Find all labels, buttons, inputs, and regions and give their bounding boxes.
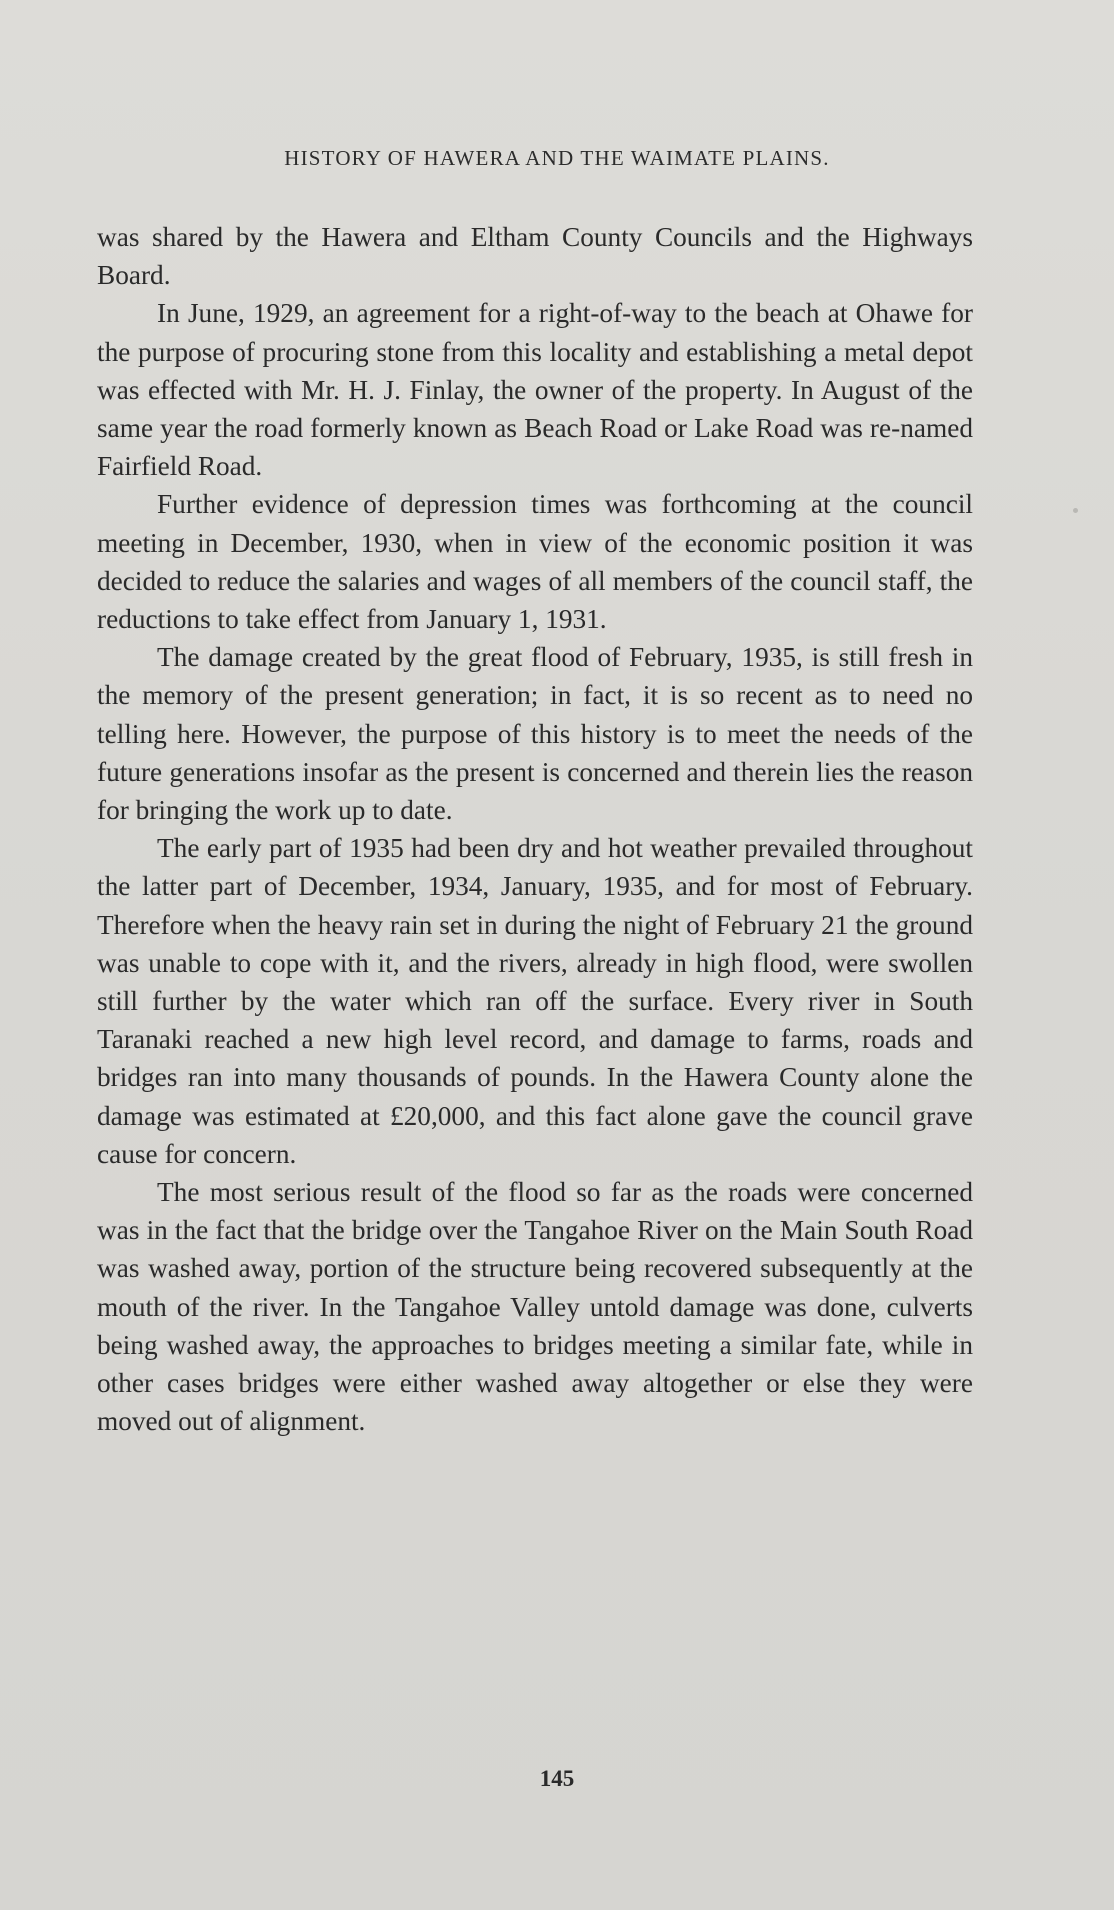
- paragraph-bridge-damage: The most serious result of the flood so far as the roads were concerned was in the fact that the bridge over the Tangahoe River on the Main South Road was washed away, portion of the structure being recovered subsequently at the mouth of the river. In the Tangahoe Valley untold damage was done, culverts being washed away, the approaches to bridges meeting a similar fate, while in other cases bridges were either washed away altogether or else they were moved out of alignment.: [97, 1177, 973, 1437]
- paragraph-flood-weather: The early part of 1935 had been dry and hot weather prevailed throughout the latter part of December, 1934, January, 1935, and for most of February. Therefore when the heavy rain set in during the night of February 21 the ground was unable to cope with it, and the rivers, already in high flood, were swollen still further by the water which ran off the surface. Every river in South Taranaki reached a new high level record, and damage to farms, roads and bridges ran into many thousands of pounds. In the Hawera County alone the damage was estimated at £20,000, and this fact alone gave the council grave cause for concern.: [97, 833, 973, 1169]
- paragraph-great-flood: The damage created by the great flood of February, 1935, is still fresh in the memory of the present generation; in fact, it is so recent as to need no telling here. However, the purpose of this history is to meet the needs of the future generations insofar as the present is concerned and therein lies the reason for bringing the work up to date.: [97, 642, 973, 826]
- paragraph-continued: was shared by the Hawera and Eltham County Councils and the Highways Board.: [97, 222, 973, 291]
- running-head: HISTORY OF HAWERA AND THE WAIMATE PLAINS.: [284, 146, 830, 170]
- paragraph-ohawe-agreement: In June, 1929, an agreement for a right-of-way to the beach at Ohawe for the purpose of procuring stone from this locality and establishing a metal depot was effected with Mr. H. J. Finlay, the owner of the property. In August of the same year the road formerly known as Beach Road or Lake Road was re-named Fairfield Road.: [97, 298, 973, 482]
- page-number: 145: [539, 1766, 575, 1791]
- paragraph-depression-salaries: Further evidence of depression times was forthcoming at the council meeting in December, 1930, when in view of the economic position it was decided to reduce the salaries and wages of all members of the council staff, the reductions to take effect from January 1, 1931.: [97, 489, 973, 635]
- paper-speck: [1073, 508, 1078, 513]
- body-text: [97, 218, 973, 1441]
